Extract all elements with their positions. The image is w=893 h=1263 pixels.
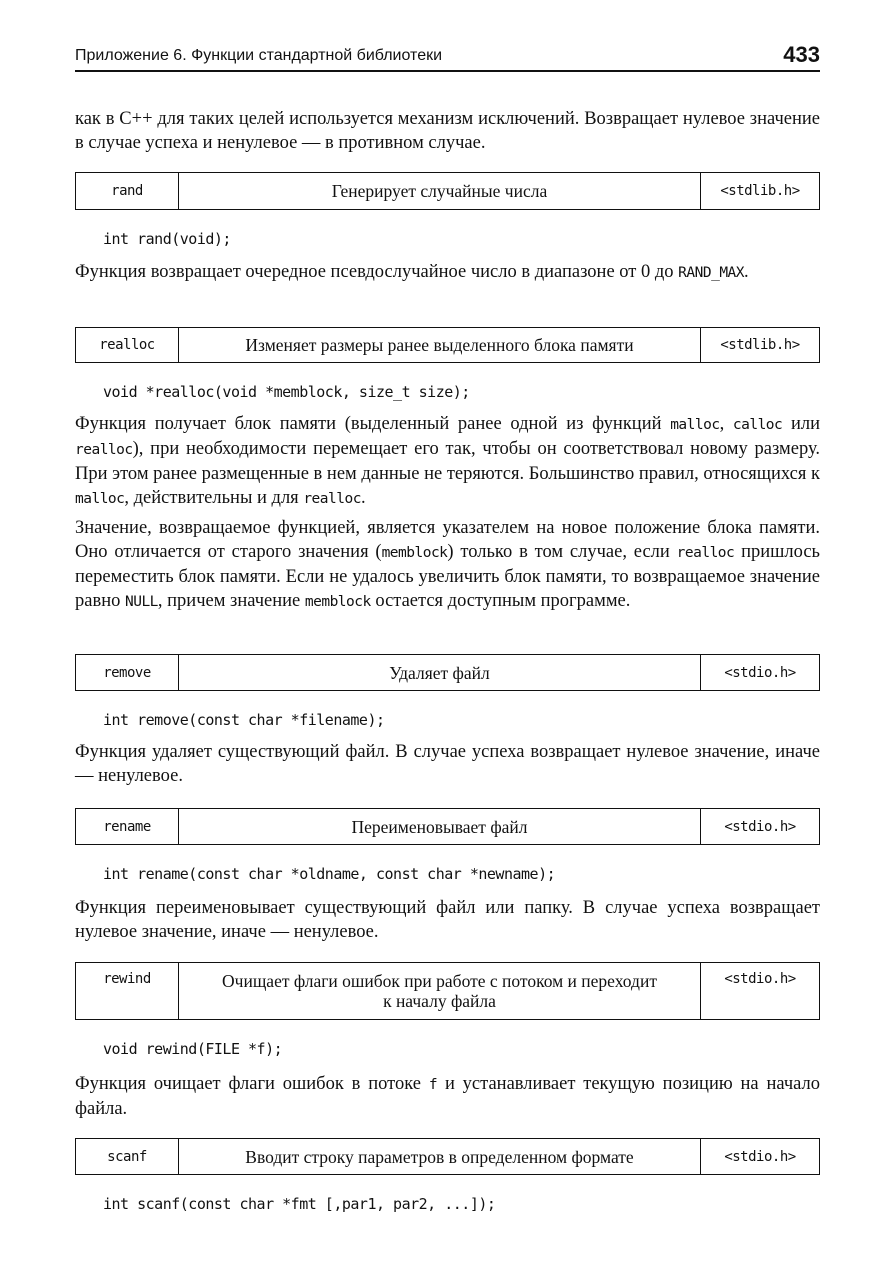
function-table-scanf: [75, 1138, 820, 1175]
header-file: <stdlib.h>: [701, 328, 820, 363]
function-table-rand: [75, 172, 820, 210]
function-description: Изменяет размеры ранее выделенного блока памяти: [179, 328, 701, 363]
function-prototype: int rename(const char *oldname, const char *newname);: [103, 865, 556, 883]
function-name: rename: [76, 809, 179, 845]
header-file: <stdio.h>: [701, 1139, 820, 1175]
function-description: Вводит строку параметров в определенном формате: [179, 1139, 701, 1175]
header-file: <stdio.h>: [701, 809, 820, 845]
function-prototype: void *realloc(void *memblock, size_t size);: [103, 383, 470, 401]
intro-paragraph: как в С++ для таких целей используется механизм исключений. Возвращает нулевое значение в случае успеха и ненулевое — в противном случае.: [75, 109, 820, 153]
function-prototype: int rand(void);: [103, 230, 231, 248]
function-table-remove: [75, 654, 820, 691]
description-paragraph: Функция удаляет существующий файл. В случае успеха возвращает нулевое значение, иначе — ненулевое.: [75, 742, 820, 786]
running-header: [75, 42, 820, 72]
function-description: Удаляет файл: [179, 655, 701, 691]
function-prototype: void rewind(FILE *f);: [103, 1040, 283, 1058]
page-number: 433: [783, 42, 820, 67]
function-table-rename: [75, 808, 820, 845]
description-paragraph: Функция переименовывает существующий файл или папку. В случае успеха возвращает нулевое значение, иначе — ненулевое.: [75, 898, 820, 942]
function-description: Переименовывает файл: [179, 809, 701, 845]
function-table-rewind: [75, 962, 820, 1020]
description-paragraph: Функция очищает флаги ошибок в потоке f и устанавливает текущую позицию на начало файла.: [75, 1074, 820, 1119]
header-file: <stdio.h>: [701, 963, 820, 1020]
chapter-title: Приложение 6. Функции стандартной библиотеки: [75, 47, 443, 64]
header-file: <stdio.h>: [701, 655, 820, 691]
function-name: realloc: [76, 328, 179, 363]
function-name: rand: [76, 173, 179, 210]
function-description: Очищает флаги ошибок при работе с потоком и переходит к началу файла: [179, 963, 701, 1020]
header-file: <stdlib.h>: [701, 173, 820, 210]
description-paragraph: Функция возвращает очередное псевдослучайное число в диапазоне от 0 до RAND_MAX.: [75, 262, 749, 282]
function-description: Генерирует случайные числа: [179, 173, 701, 210]
function-table-realloc: [75, 327, 820, 363]
function-prototype: int scanf(const char *fmt [,par1, par2, ...]);: [103, 1195, 496, 1213]
description-paragraph: Функция получает блок памяти (выделенный ранее одной из функций malloc, calloc или realloc), при необходимости перемещает его так, чтобы он соответствовал новому размеру. При этом ранее размещенные в нем данные не теряются. Большинство правил, относящихся к malloc, действительны и для realloc.: [75, 414, 820, 508]
function-prototype: int remove(const char *filename);: [103, 711, 385, 729]
function-name: rewind: [76, 963, 179, 1020]
function-name: scanf: [76, 1139, 179, 1175]
return-value-paragraph: Значение, возвращаемое функцией, является указателем на новое положение блока памяти. Оно отличается от старого значения (memblock) только в том случае, если realloc пришлось переместить блок памяти. Если не удалось увеличить блок памяти, то возвращаемое значение равно NULL, причем значение memblock остается доступным программе.: [75, 518, 820, 611]
function-name: remove: [76, 655, 179, 691]
